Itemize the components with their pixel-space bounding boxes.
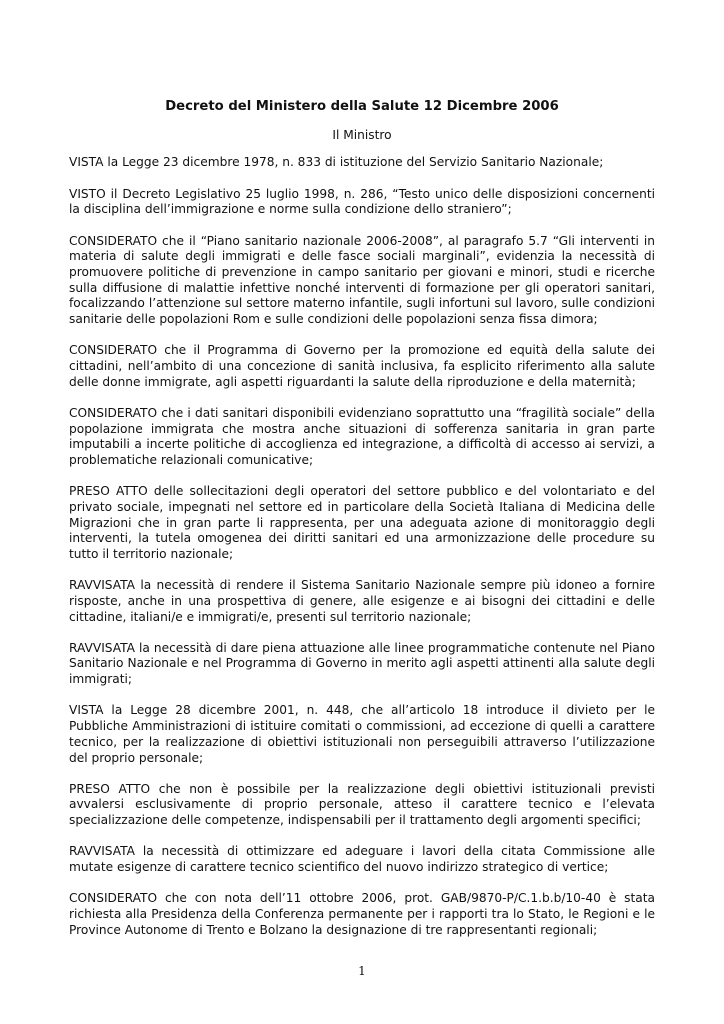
document-body <box>69 99 655 954</box>
paragraph-ravvisata-commissione: RAVVISATA la necessità di ottimizzare ed adeguare i lavori della citata Commissione alle mutate esigenze di carattere tecnico scientifico del nuovo indirizzo strategico di vertice; <box>69 844 655 875</box>
paragraph-considerato-programma-governo: CONSIDERATO che il Programma di Governo per la promozione ed equità della salute dei cittadini, nell’ambito di una concezione di sanità inclusiva, fa esplicito riferimento alla salute delle donne immigrate, agli aspetti riguardanti la salute della riproduzione e della maternità; <box>69 343 655 389</box>
paragraph-vista-legge-833: VISTA la Legge 23 dicembre 1978, n. 833 di istituzione del Servizio Sanitario Nazionale; <box>69 155 604 170</box>
paragraph-considerato-piano-sanitario: CONSIDERATO che il “Piano sanitario nazionale 2006-2008”, al paragrafo 5.7 “Gli interventi in materia di salute degli immigrati e delle fasce sociali marginali”, evidenzia la necessità di promuovere politiche di prevenzione in campo sanitario per giovani e minori, studi e ricerche sulla diffusione di malattie infettive nonché interventi di formazione per gli operatori sanitari, focalizzando l’attenzione sul settore materno infantile, sugli infortuni sul lavoro, sulle condizioni sanitarie delle popolazioni Rom e sulle condizioni delle popolazioni senza fissa dimora; <box>69 233 655 327</box>
paragraph-preso-atto-sollecitazioni: PRESO ATTO delle sollecitazioni degli operatori del settore pubblico e del volontariato e del privato sociale, impegnati nel settore ed in particolare della Società Italiana di Medicina delle Migrazioni che in gran parte li rappresenta, per una adeguata azione di monitoraggio degli interventi, la tutela omogenea dei diritti sanitari ed una armonizzazione delle procedure su tutto il territorio nazionale; <box>69 484 655 561</box>
paragraph-ravvisata-sistema-sanitario: RAVVISATA la necessità di rendere il Sistema Sanitario Nazionale sempre più idoneo a fornire risposte, anche in una prospettiva di genere, alle esigenze e ai bisogni dei cittadini e delle cittadine, italiani/e e immigrati/e, presenti sul territorio nazionale; <box>69 578 655 624</box>
paragraph-considerato-dati-sanitari: CONSIDERATO che i dati sanitari disponibili evidenziano soprattutto una “fragilità sociale” della popolazione immigrata che mostra anche situazioni di sofferenza sanitaria in gran parte imputabili a incerte politiche di accoglienza ed integrazione, a difficoltà di accesso ai servizi, a problematiche relazionali comunicative; <box>69 405 655 467</box>
paragraph-vista-legge-448: VISTA la Legge 28 dicembre 2001, n. 448, che all’articolo 18 introduce il divieto per le Pubbliche Amministrazioni di istituire comitati o commissioni, ad eccezione di quelli a carattere tecnico, per la realizzazione di obiettivi istituzionali non perseguibili attraverso l’utilizzazione del proprio personale; <box>69 703 655 765</box>
page-number: 1 <box>358 964 366 978</box>
paragraph-ravvisata-linee-programmatiche: RAVVISATA la necessità di dare piena attuazione alle linee programmatiche contenute nel Piano Sanitario Nazionale e nel Programma di Governo in merito agli aspetti attinenti alla salute degli immigrati; <box>69 640 655 687</box>
paragraph-considerato-nota-ottobre: CONSIDERATO che con nota dell’11 ottobre 2006, prot. GAB/9870-P/C.1.b.b/10-40 è stata richiesta alla Presidenza della Conferenza permanente per i rapporti tra lo Stato, le Regioni e le Province Autonome di Trento e Bolzano la designazione di tre rappresentanti regionali; <box>69 891 655 937</box>
paragraph-preso-atto-personale: PRESO ATTO che non è possibile per la realizzazione degli obiettivi istituzionali previsti avvalersi esclusivamente di proprio personale, atteso il carattere tecnico e l’elevata specializzazione delle competenze, indispensabili per il trattamento degli argomenti specifici; <box>69 781 655 828</box>
document-title: Decreto del Ministero della Salute 12 Dicembre 2006 <box>165 99 559 114</box>
paragraph-visto-decreto-286: VISTO il Decreto Legislativo 25 luglio 1998, n. 286, “Testo unico delle disposizioni concernenti la disciplina dell’immigrazione e norme sulla condizione dello straniero”; <box>69 186 655 217</box>
document-subtitle: Il Ministro <box>332 127 392 142</box>
